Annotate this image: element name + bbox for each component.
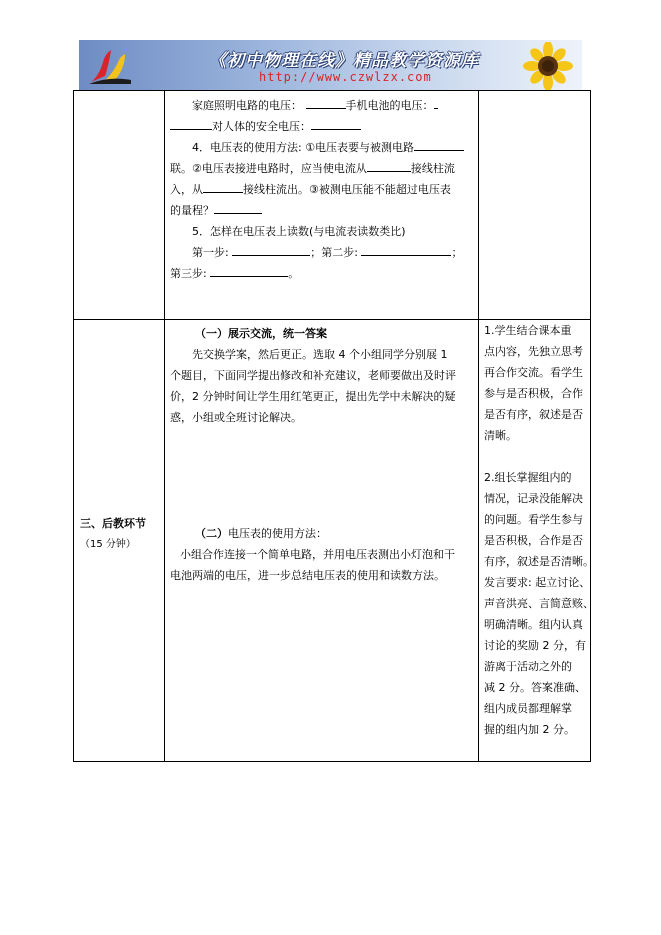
- step2-end: ；: [451, 246, 463, 259]
- logo-icon: [85, 46, 135, 86]
- range-blank[interactable]: [214, 201, 262, 214]
- note1-line-2: 点内容，先独立思考: [484, 345, 583, 358]
- table-border-bottom: [73, 761, 591, 762]
- terminal-in-blank[interactable]: [367, 159, 411, 172]
- battery-voltage-label: 手机电池的电压：: [345, 99, 434, 112]
- step1-blank[interactable]: [232, 243, 310, 256]
- q4-line2b: 接线柱流: [410, 162, 455, 175]
- note1-line-1: 1.学生结合课本重: [484, 324, 572, 337]
- q4-line4: 的量程？: [170, 204, 214, 217]
- note2-line-9: 讨论的奖励 2 分，有: [484, 639, 586, 652]
- q4-line3a: 入，从: [170, 183, 203, 196]
- q4-line1: 4．电压表的使用方法: ①电压表要与被测电路: [192, 141, 415, 154]
- part2-line-2: 电池两端的电压，进一步总结电压表的使用和读数方法。: [170, 569, 445, 582]
- note1-line-4: 参与是否积极，合作: [484, 387, 583, 400]
- sunflower-icon: [518, 42, 578, 90]
- table-border-right: [590, 90, 591, 762]
- section3-label-cell: [74, 320, 164, 761]
- q4-line2a: 联。②电压表接进电路时，应当使电流从: [170, 162, 367, 175]
- step1-label: 第一步:: [192, 246, 229, 259]
- banner-title: 《初中物理在线》精品教学资源库: [209, 51, 479, 71]
- note2-line-10: 游离于活动之外的: [484, 660, 572, 673]
- part1-line-3: 价，2 分钟时间让学生用红笔更正，提出先学中未解决的疑: [170, 390, 456, 403]
- battery-voltage-blank-2[interactable]: [170, 117, 212, 130]
- home-voltage-blank[interactable]: [306, 96, 346, 109]
- battery-voltage-blank[interactable]: [434, 96, 438, 109]
- note1-line-6: 清晰。: [484, 429, 517, 442]
- section3-label: 三、后教环节: [80, 517, 146, 530]
- note2-line-1: 2.组长掌握组内的: [484, 471, 572, 484]
- section3-notes: [479, 320, 594, 761]
- q5-line1: 5．怎样在电压表上读数(与电流表读数类比): [192, 225, 406, 238]
- home-voltage-label: 家庭照明电路的电压：: [192, 99, 302, 112]
- section3-content: [165, 320, 478, 761]
- step2-label: ；第二步:: [310, 246, 358, 259]
- note2-line-2: 情况，记录没能解决: [484, 492, 583, 505]
- q4-line3b: 接线柱流出。③被测电压能不能超过电压表: [243, 183, 451, 196]
- terminal-out-blank[interactable]: [203, 180, 243, 193]
- safe-voltage-label: 对人体的安全电压：: [212, 120, 311, 133]
- part2-title-text: 电压表的使用方法：: [228, 527, 327, 540]
- step3-label: 第三步:: [170, 267, 207, 280]
- section3-duration: （15 分钟）: [80, 539, 136, 550]
- step3-blank[interactable]: [210, 264, 288, 277]
- note2-line-5: 有序，叙述是否清晰。: [484, 555, 594, 568]
- step2-blank[interactable]: [361, 243, 451, 256]
- part1-title: （一）展示交流，统一答案: [195, 327, 327, 340]
- note1-line-5: 是否有序，叙述是否: [484, 408, 583, 421]
- part2-line-1: 小组合作连接一个简单电路，并用电压表测出小灯泡和干: [180, 548, 455, 561]
- note1-line-3: 再合作交流。看学生: [484, 366, 583, 379]
- note2-line-4: 是否积极，合作是否: [484, 534, 583, 547]
- note2-line-7: 声音洪亮、言简意赅、: [484, 597, 594, 610]
- header-banner: [79, 40, 582, 90]
- note2-line-11: 减 2 分。答案准确、: [484, 681, 586, 694]
- note2-line-6: 发言要求: 起立讨论、: [484, 576, 591, 589]
- note2-line-12: 组内成员都理解掌: [484, 702, 572, 715]
- note2-line-13: 握的组内加 2 分。: [484, 723, 575, 736]
- note2-line-8: 明确清晰。组内认真: [484, 618, 583, 631]
- part1-line-1: 先交换学案，然后更正。选取 4 个小组同学分别展 1: [192, 348, 448, 361]
- lesson-table: [73, 90, 594, 762]
- part2-title-number: （二）: [195, 527, 228, 540]
- note2-line-3: 的问题。看学生参与: [484, 513, 583, 526]
- safe-voltage-blank[interactable]: [311, 117, 361, 130]
- banner-url: http://www.czwlzx.com: [259, 70, 432, 84]
- part1-line-2: 个题目，下面同学提出修改和补充建议，老师要做出及时评: [170, 369, 456, 382]
- connect-method-blank[interactable]: [414, 138, 464, 151]
- part1-line-4: 惑，小组或全班讨论解决。: [170, 411, 302, 424]
- step3-end: 。: [288, 267, 300, 280]
- top-row-content: [165, 90, 478, 319]
